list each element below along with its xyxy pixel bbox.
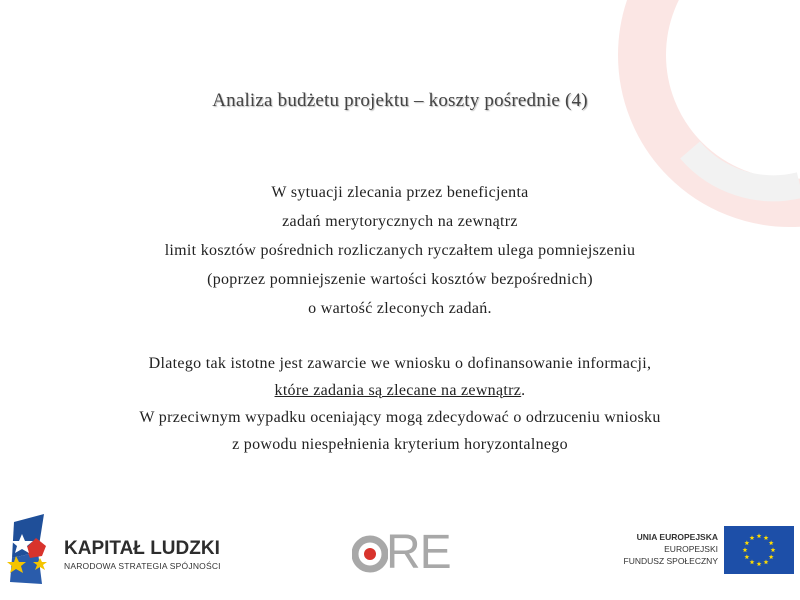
period: .	[521, 382, 526, 399]
underlined-phrase: które zadania są zlecane na zewnątrz	[274, 382, 522, 399]
paragraph-line: Dlatego tak istotne jest zawarcie we wniosku o dofinansowanie informacji,	[148, 355, 652, 372]
eu-logo-text	[624, 531, 718, 567]
kapital-ludzki-name: KAPITAŁ LUDZKI	[64, 538, 220, 559]
ore-logo-text: RE	[386, 526, 451, 579]
eu-flag-icon	[724, 526, 794, 574]
paragraph-line: o wartość zleconych zadań.	[308, 300, 492, 317]
paragraph-line: limit kosztów pośrednich rozliczanych ryczałtem ulega pomniejszeniu	[164, 242, 636, 259]
ore-o-icon	[352, 526, 388, 580]
kapital-ludzki-logo	[6, 512, 242, 590]
eu-line-union: UNIA EUROPEJSKA	[636, 532, 718, 542]
paragraph-line: z powodu niespełnienia kryterium horyzontalnego	[232, 436, 568, 453]
slide-title: Analiza budżetu projektu – koszty pośrednie (4)	[212, 90, 588, 111]
paragraph-line: zadań merytorycznych na zewnątrz	[282, 213, 518, 230]
paragraph-application-info	[0, 350, 800, 458]
kapital-ludzki-subtitle: NARODOWA STRATEGIA SPÓJNOŚCI	[64, 561, 221, 571]
eu-logo	[612, 524, 796, 576]
paragraph-indirect-costs	[0, 178, 800, 323]
eu-line-european: EUROPEJSKI	[664, 544, 718, 554]
paragraph-line	[0, 377, 800, 404]
ore-logo	[352, 526, 468, 580]
paragraph-line: W przeciwnym wypadku oceniający mogą zdecydować o odrzuceniu wniosku	[139, 409, 661, 426]
paragraph-line: W sytuacji zlecania przez beneficjenta	[271, 184, 529, 201]
eu-line-social-fund: FUNDUSZ SPOŁECZNY	[623, 556, 718, 566]
kapital-ludzki-emblem-icon	[6, 512, 58, 590]
paragraph-line: (poprzez pomniejszenie wartości kosztów bezpośrednich)	[207, 271, 593, 288]
